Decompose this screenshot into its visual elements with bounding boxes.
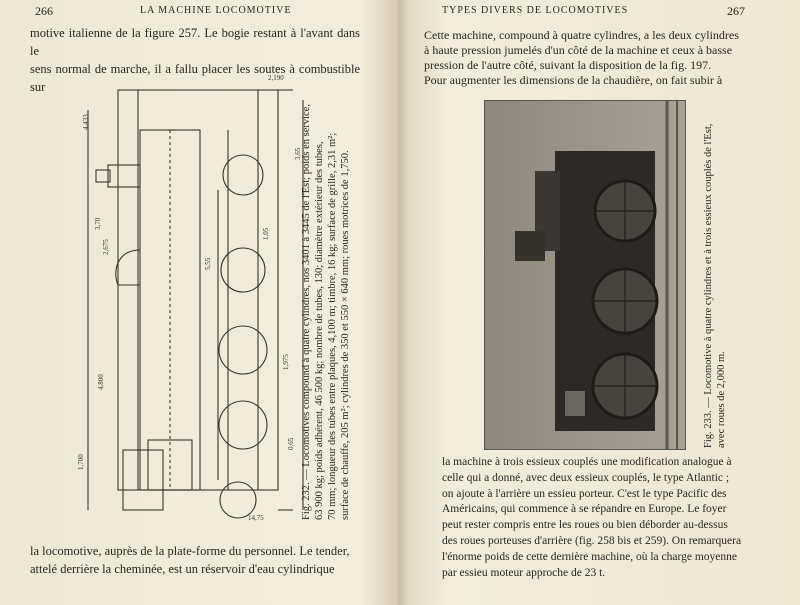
- dimension-label: 1,700: [77, 454, 85, 470]
- text-line: sens normal de marche, il a fallu placer les soutes à combustible sur: [30, 62, 360, 94]
- left-page: [0, 0, 398, 605]
- figure-caption: [300, 80, 352, 520]
- caption-line: avec roues de 2,000 m.: [716, 351, 727, 448]
- text-line: celle qui a donné, avec deux essieux couplés, le type Atlantic ;: [442, 471, 730, 484]
- text-line: à haute pression jumelés d'un côté de la machine et ceux à basse: [424, 43, 733, 57]
- text-line: peut rester compris entre les roues ou bien déborder au-dessus: [442, 519, 728, 532]
- dimension-label: 3,65: [294, 147, 302, 160]
- text-line: Cette machine, compound à quatre cylindres, a les deux cylindres: [424, 28, 739, 42]
- bottom-paragraph: [442, 455, 767, 581]
- text-line: des roues porteuses d'arrière (fig. 258 bis et 259). On remarquera: [442, 534, 742, 547]
- text-line: la locomotive, auprès de la plate-forme du personnel. Le tender,: [30, 544, 350, 558]
- dimension-label: 4,433: [82, 114, 90, 130]
- top-paragraph: [424, 28, 764, 88]
- dimension-label: 5,55: [204, 257, 212, 270]
- dimension-label: 2,675: [102, 239, 110, 255]
- text-line: pression de l'autre côté, suivant la disposition de la fig. 197.: [424, 58, 712, 72]
- dimension-label: 2,190: [268, 74, 284, 82]
- caption-line: Fig. 232. — Locomotives compound à quatre cylindres, nos 3401 à 3445 de l'Est; poids en service,: [301, 104, 312, 520]
- right-page: [402, 0, 800, 605]
- text-line: attelé derrière la cheminée, est un réservoir d'eau cylindrique: [30, 562, 335, 576]
- dimension-label: 1,05: [262, 227, 270, 240]
- caption-line: Fig. 233. — Locomotive à quatre cylindres et à trois essieux couplés de l'Est,: [703, 123, 714, 448]
- text-line: Américains, qui commence à se répandre en Europe. Le foyer: [442, 503, 727, 516]
- text-line: Pour augmenter les dimensions de la chaudière, on fait subir à: [424, 73, 723, 87]
- locomotive-photo-image: [485, 101, 685, 449]
- running-head: TYPES DIVERS DE LOCOMOTIVES: [442, 5, 629, 16]
- caption-line: 63 900 kg; poids adhérent, 46 500 kg; nombre de tubes, 130; diamètre extérieur des tubes,: [314, 141, 325, 520]
- text-line: la machine à trois essieux couplés une modification analogue à: [442, 456, 732, 468]
- text-line: par essieu moteur approche de 23 t.: [442, 566, 606, 579]
- figure-caption: [702, 98, 728, 448]
- caption-line: 70 mm; longueur des tubes entre plaques, 4,100 m; timbre, 16 kg; surface de grille, 2,31 m²;: [327, 132, 338, 520]
- dimension-label: 1,975: [282, 354, 290, 370]
- dimension-label: 4,800: [97, 374, 105, 390]
- running-head: LA MACHINE LOCOMOTIVE: [140, 5, 292, 16]
- dimension-label: 14,75: [248, 514, 264, 522]
- dimension-label: 3,70: [94, 217, 102, 230]
- caption-line: surface de chauffe, 205 m²; cylindres de 350 et 550 × 640 mm; roues motrices de 1,750.: [340, 150, 351, 520]
- text-line: motive italienne de la figure 257. Le bogie restant à l'avant dans le: [30, 26, 360, 58]
- page-number: 267: [727, 4, 745, 18]
- page-number: 266: [35, 4, 53, 18]
- dimension-label: 0,65: [287, 437, 295, 450]
- text-line: on ajoute à l'arrière un essieu porteur. C'est le type Pacific des: [442, 487, 727, 500]
- text-line: l'énorme poids de cette dernière machine, où la charge moyenne: [442, 550, 737, 563]
- bottom-paragraph: [30, 542, 360, 578]
- locomotive-photograph: [484, 100, 686, 450]
- locomotive-elevation-drawing: [78, 70, 313, 525]
